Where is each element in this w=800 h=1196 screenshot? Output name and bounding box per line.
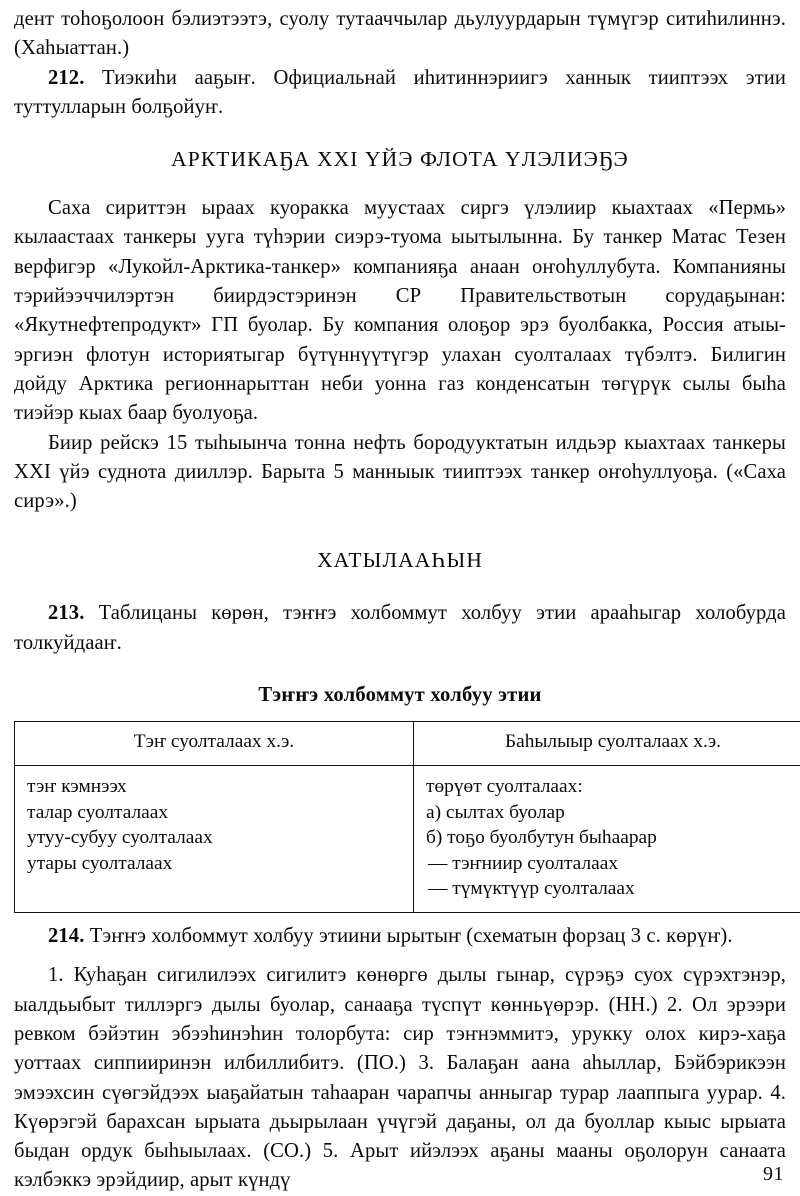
list-item: а) сылтах буолар (426, 800, 800, 826)
table-body-row (15, 766, 800, 913)
list-item: талар суолталаах (27, 800, 407, 826)
table-cell-right (414, 766, 800, 913)
table-caption: Тэҥҥэ холбоммут холбуу этии (14, 684, 786, 707)
grammar-table (14, 721, 800, 913)
exercise-213-text: Таблицаны көрөн, тэҥҥэ холбоммут холбуу этии арааһыгар холобурда толкуйдааҥ. (14, 602, 786, 653)
heading-khatylaahyn: ХАТЫЛААҺЫН (14, 548, 786, 573)
list-item: б) тоҕо буолбутун быһаарар (426, 825, 800, 851)
exercise-213-number: 213. (48, 602, 84, 624)
article-paragraph-1: Саха сириттэн ыраах куоракка муустаах сиргэ үлэлиир кыахтаах «Пермь» кылаастаах танкеры ууга түһэрии сиэрэ-туома ыытылынна. Бу танкер Матас Тезен верфигэр «Лукойл-Арктика-танкер» компанияҕа анаан оҥоһуллубута. Компанияны тэрийээччилэртэн биирдэстэринэн СР Правительствотын сорудаҕынан: «Якутнефтепродукт» ГП буолар. Бу компания олоҕор эрэ буолбакка, Россия атыы-эргиэн флотун историятыгар бүтүннүүтүгэр улахан суолталаах түбэлтэ. Билигин дойду Арктика регионнарыттан неби уонна газ конденсатын төгүрүк сылы быһа тиэйэр кыах баар буолуоҕа. (14, 194, 786, 428)
exercise-214-number: 214. (48, 925, 84, 947)
exercise-212 (14, 64, 786, 123)
table-header-left: Тэҥ суолталаах х.э. (15, 722, 414, 766)
top-paragraph (14, 5, 786, 64)
exercise-214-text: Тэҥҥэ холбоммут холбуу этиини ырытыҥ (схематын форзац 3 с. көрүҥ). (84, 925, 732, 947)
list-item: утары суолталаах (27, 851, 407, 877)
table-header-right: Баһылыыр суолталаах х.э. (414, 722, 800, 766)
list-item: утуу-субуу суолталаах (27, 825, 407, 851)
top-continuation-block (14, 0, 786, 64)
list-item: — тэҥниир суолталаах (426, 851, 800, 877)
exercise-214 (14, 922, 786, 951)
top-paragraph-line2: ситиһилиннэ. (Хаһыаттан.) (14, 8, 786, 59)
exercise-212-number: 212. (48, 67, 84, 89)
exercise-213 (14, 599, 786, 658)
page-number: 91 (763, 1163, 784, 1186)
sentences-block: 1. Куһаҕан сигилилээх сигилитэ көнөргө дылы гынар, сүрэҕэ суох сүрэхтэнэр, ыалдьыбыт тиллэргэ дылы буолар, санааҕа түспүт көнньүөрэр. (НН.) 2. Ол эрээри ревком бэйэтин эбээһинэһин толорбута: сир тэҥнэммитэ, урукку олох кирэ-хаҕа уоттаах сиппииринэн илбиллибитэ. (ПО.) 3. Балаҕан аана аһыллар, Бэйбэрикээн эмээхсин сүөгэйдээх ыаҕайатын таһааран чарапчы анныгар турар лааппыга уурар. 4. Күөрэгэй барахсан ырыата дьырылаан үчүгэй даҕаны, ол да буоллар кыыс ырыата быдан ордук быһыылаах. (СО.) 5. Арыт ийэлээх аҕаны мааны оҕолорун санаата кэлбэккэ эрэйдиир, арыт күндү (14, 961, 786, 1195)
table-cell-left (15, 766, 414, 913)
heading-arctic-flota: АРКТИКАҔА XXI ҮЙЭ ФЛОТА ҮЛЭЛИЭҔЭ (14, 147, 786, 172)
list-item: төрүөт суолталаах: (426, 774, 800, 800)
exercise-212-text: Тиэкиһи ааҕыҥ. Официальнай иһитиннэриигэ ханнык тииптээх этии туттулларын болҕойуҥ. (14, 67, 786, 118)
list-item: — түмүктүүр суолталаах (426, 876, 800, 902)
table-header-row (15, 722, 800, 766)
top-paragraph-line1: дент тоһоҕолоон бэлиэтээтэ, суолу тутааччылар дьулуурдарын түмүгэр (14, 8, 659, 30)
spacer (14, 951, 786, 961)
article-paragraph-2: Биир рейскэ 15 тыһыынча тонна нефть бородууктатын илдьэр кыахтаах танкеры XXI үйэ суднота дииллэр. Барыта 5 манныык тииптээх танкер оҥоһуллуоҕа. («Саха сирэ».) (14, 429, 786, 517)
list-item: тэҥ кэмнээх (27, 774, 407, 800)
